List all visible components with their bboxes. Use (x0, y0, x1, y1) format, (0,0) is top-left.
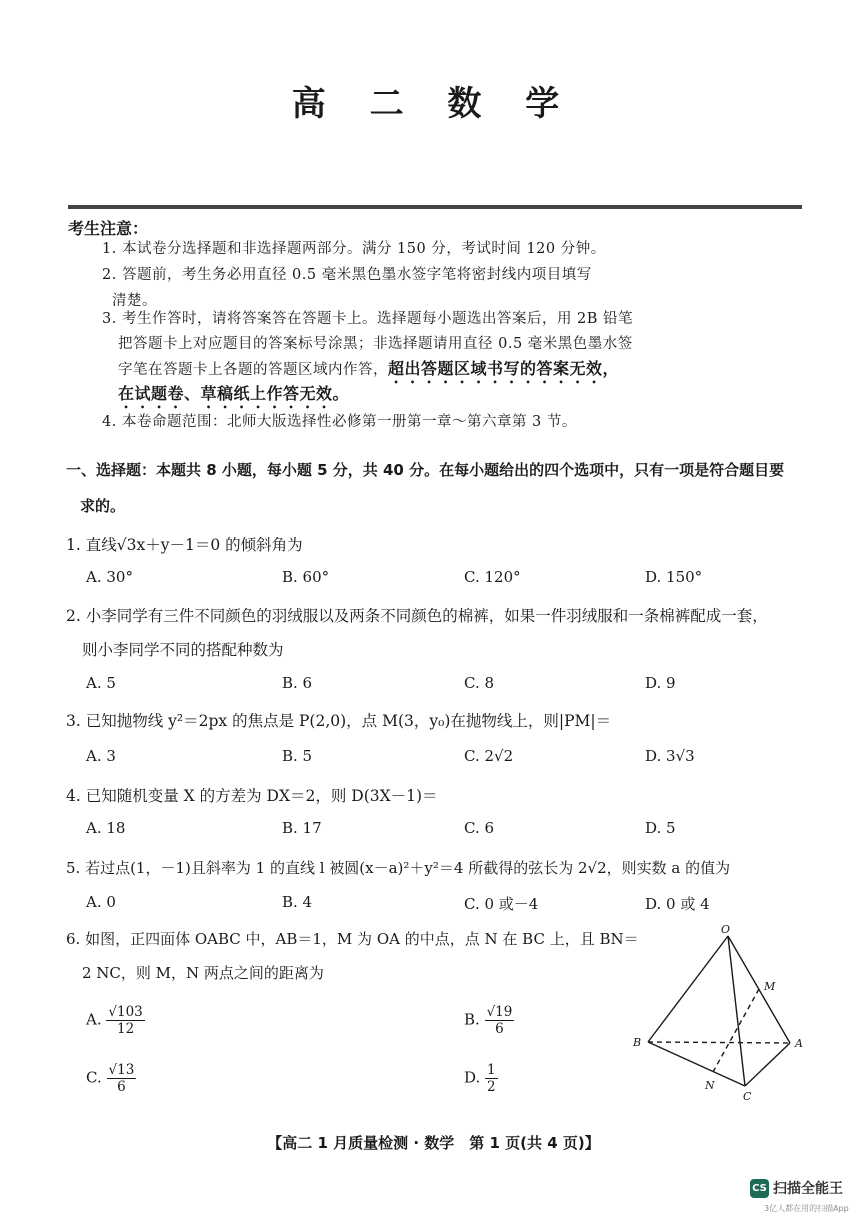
notice-heading: 考生注意： (68, 219, 149, 238)
denominator: 12 (116, 1021, 135, 1037)
option-d: D. 3√3 (645, 747, 695, 765)
option-c (86, 1062, 136, 1095)
notice-emphasis: 在试题卷、草稿纸上作答无效。 (118, 384, 350, 403)
option-a: A. 3 (86, 747, 116, 765)
section-heading: 一、选择题：本题共 8 小题，每小题 5 分，共 40 分。在每小题给出的四个选项中，只有一项是符合题目要 (66, 461, 785, 479)
option-c: C. 0 或－4 (464, 895, 539, 913)
denominator: 2 (487, 1079, 496, 1095)
notice-item: 3. 考生作答时，请将答案答在答题卡上。选择题每小题选出答案后，用 2B 铅笔 (102, 311, 634, 327)
tetrahedron-figure (625, 922, 815, 1107)
option-b (464, 1004, 514, 1037)
option-c: C. 2√2 (464, 747, 514, 765)
denominator: 6 (495, 1021, 504, 1037)
option-c: C. 6 (464, 819, 495, 837)
option-label: B. (464, 1010, 480, 1029)
question-stem: 2. 小李同学有三件不同颜色的羽绒服以及两条不同颜色的棉裤，如果一件羽绒服和一条棉裤配成一套， (66, 607, 768, 625)
option-a: A. 18 (86, 819, 126, 837)
label-C: C (743, 1090, 752, 1103)
denominator: 6 (117, 1079, 126, 1095)
option-c: C. 120° (464, 568, 521, 586)
label-O: O (721, 923, 731, 936)
option-b: B. 4 (282, 893, 313, 911)
scanner-logo-icon: CS (750, 1179, 769, 1198)
option-label: A. (86, 1010, 102, 1029)
question-stem-cont: 则小李同学不同的搭配种数为 (82, 641, 284, 659)
option-d: D. 150° (645, 568, 703, 586)
numerator: √103 (108, 1004, 143, 1020)
question-stem: 4. 已知随机变量 X 的方差为 DX＝2，则 D(3X－1)＝ (66, 787, 438, 805)
edge-BA-hidden (648, 1042, 790, 1043)
notice-item: 1. 本试卷分选择题和非选择题两部分。满分 150 分，考试时间 120 分钟。 (102, 241, 606, 257)
label-N: N (705, 1079, 715, 1092)
notice-item: 2. 答题前，考生务必用直径 0.5 毫米黑色墨水签字笔将密封线内项目填写 (102, 267, 592, 283)
question-stem: 3. 已知抛物线 y²＝2px 的焦点是 P(2,0)，点 M(3，y₀)在抛物线上，则|PM|＝ (66, 712, 612, 730)
label-A: A (795, 1037, 803, 1050)
label-M: M (764, 980, 776, 993)
numerator: √13 (108, 1062, 135, 1078)
option-a: A. 0 (86, 893, 116, 911)
option-b: B. 17 (282, 819, 322, 837)
option-b: B. 5 (282, 747, 313, 765)
option-label: D. (464, 1068, 481, 1087)
notice-emphasis: 超出答题区域书写的答案无效， (388, 359, 620, 378)
notice-item: 把答题卡上对应题目的答案标号涂黑；非选择题请用直径 0.5 毫米黑色墨水签 (118, 336, 633, 352)
page-footer: 【高二 1 月质量检测 · 数学 第 1 页(共 4 页)】 (267, 1134, 600, 1152)
question-stem: 1. 直线√3x＋y－1＝0 的倾斜角为 (66, 536, 303, 554)
option-b: B. 60° (282, 568, 330, 586)
numerator: 1 (487, 1062, 496, 1078)
option-c: C. 8 (464, 674, 495, 692)
scanner-tagline: 3亿人都在用的扫描App (764, 1204, 849, 1213)
question-stem: 6. 如图，正四面体 OABC 中，AB＝1，M 为 OA 的中点，点 N 在 BC 上，且 BN＝ (66, 930, 639, 948)
option-a (86, 1004, 145, 1037)
question-stem: 5. 若过点(1，－1)且斜率为 1 的直线 l 被圆(x－a)²＋y²＝4 所截得的弦长为 2√2，则实数 a 的值为 (66, 859, 731, 877)
option-b: B. 6 (282, 674, 313, 692)
edge-AC (745, 1043, 790, 1086)
divider (68, 205, 802, 209)
option-d: D. 5 (645, 819, 676, 837)
option-label: C. (86, 1068, 102, 1087)
fraction (485, 1062, 498, 1095)
label-B: B (633, 1036, 642, 1049)
notice-item: 清楚。 (112, 293, 157, 309)
fraction (106, 1004, 144, 1037)
edge-BC (648, 1042, 745, 1086)
notice-item: 4. 本卷命题范围：北师大版选择性必修第一册第一章～第六章第 3 节。 (102, 414, 577, 430)
scanner-brand: 扫描全能王 (773, 1181, 843, 1197)
option-d: D. 0 或 4 (645, 895, 710, 913)
edge-OB (648, 936, 728, 1042)
option-a: A. 30° (86, 568, 133, 586)
option-a: A. 5 (86, 674, 116, 692)
fraction (485, 1004, 515, 1037)
edge-OC (728, 936, 745, 1086)
notice-item-text: 字笔在答题卡上各题的答题区域内作答， (118, 362, 388, 378)
option-d: D. 9 (645, 674, 676, 692)
section-heading-cont: 求的。 (80, 497, 126, 515)
option-d (464, 1062, 498, 1095)
page-title: 高 二 数 学 (291, 84, 576, 124)
fraction (107, 1062, 137, 1095)
question-stem-cont: 2 NC，则 M，N 两点之间的距离为 (82, 964, 324, 982)
numerator: √19 (486, 1004, 513, 1020)
